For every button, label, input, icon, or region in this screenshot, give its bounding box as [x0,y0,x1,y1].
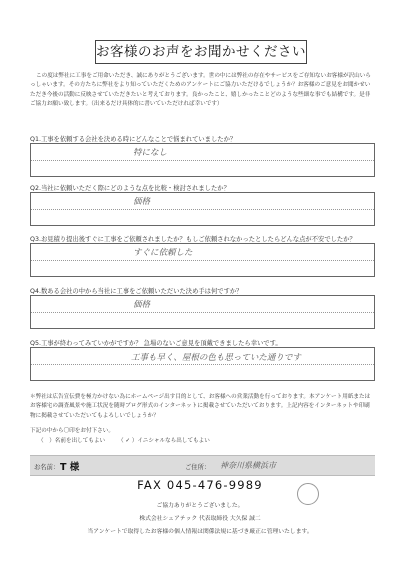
answer-3-text: すぐに依頼した [133,248,193,258]
answer-line [31,260,374,261]
answer-1-text: 特になし [133,148,168,158]
page-title: お客様のお声をお聞かせください [95,40,307,64]
answer-line [31,364,374,365]
choice-prompt: 下記の中から〇印をお付下さい。 [30,428,114,434]
fax-number: FAX 045-476-9989 [137,478,263,492]
question-5-label: Q5.工事が終わってみていかがですか？ 急場のないご意見を頂戴できましたら幸いです。 [30,340,282,347]
answer-box-1 [30,143,375,177]
name-value: T 様 [60,462,80,473]
choice-name-ok: （ ）名前を出してもよい [38,438,106,444]
answer-box-4 [30,295,375,329]
address-label: ご住所： [185,464,211,471]
answer-4-text: 価格 [133,300,151,310]
answer-box-3 [30,243,375,277]
question-3-label: Q3.お見積り提出後すぐに工事をご依頼されましたか？もしご依頼されなかったとしたらどんな点が不安でしたか？ [30,236,356,243]
company-text: 株式会社シェアテック 代表取締役 大久保 誠二 [139,516,261,522]
name-address-bar [30,455,375,476]
answer-line [31,160,374,161]
answer-box-2 [30,192,375,226]
privacy-text: 当アンケートで取得したお客様の個人情報は関係法規に基づき厳正に管理いたします。 [87,529,313,535]
answer-line [31,312,374,313]
question-1-label: Q1.工事を依頼する会社を決める時にどんなことで悩まれていましたか？ [30,136,237,143]
choice-initial-ok: （ ✓ ）イニシャルなら出してもよい [118,438,210,444]
consent-note: ＊弊社は広告宣伝費を極力かけない為にホームページ出す目的として、お客様への営業活動を行っております。本アンケート用紙またはお客様宅の調査風景や施工状況を随時ブログ形式のインターネットに掲載させていただいております。上記内容をインターネットや印刷物に掲載させていただいてもよろしいでしょうか？ [30,394,371,419]
question-2-label: Q2.当社に依頼いただく際にどのような点を比較・検討されましたか？ [30,185,230,192]
thanks-text: ご協力ありがとうございました。 [156,503,244,509]
answer-line [31,209,374,210]
address-value: 神奈川県横浜市 [220,461,276,470]
name-label: お名前： [34,464,60,471]
answer-5-text: 工事も早く、屋根の色も思っていた通りです [131,353,301,363]
answer-2-text: 価格 [133,197,151,207]
question-4-label: Q4.数ある会社の中から当社に工事をご依頼いただいた決め手は何ですか？ [30,288,243,295]
intro-text: この度は弊社に工事をご用命いただき、誠にありがとうございます。世の中には弊社の存在やサービスをご存知ないお客様が沢山いらっしゃいます。その方たちに弊社をより知っていただくためのアンケートにご協力いただけるでしょうか？お客様のご意見をお聞かせいただき今後の活動に反映させていただきたいと考えております。良かったこと、嬉しかったことどのような些細な事でも結構です。是非ご協力お願い致します。（出来るだけ具体的に書いていただければ幸いです） [30,73,371,107]
answer-box-5 [30,347,375,381]
